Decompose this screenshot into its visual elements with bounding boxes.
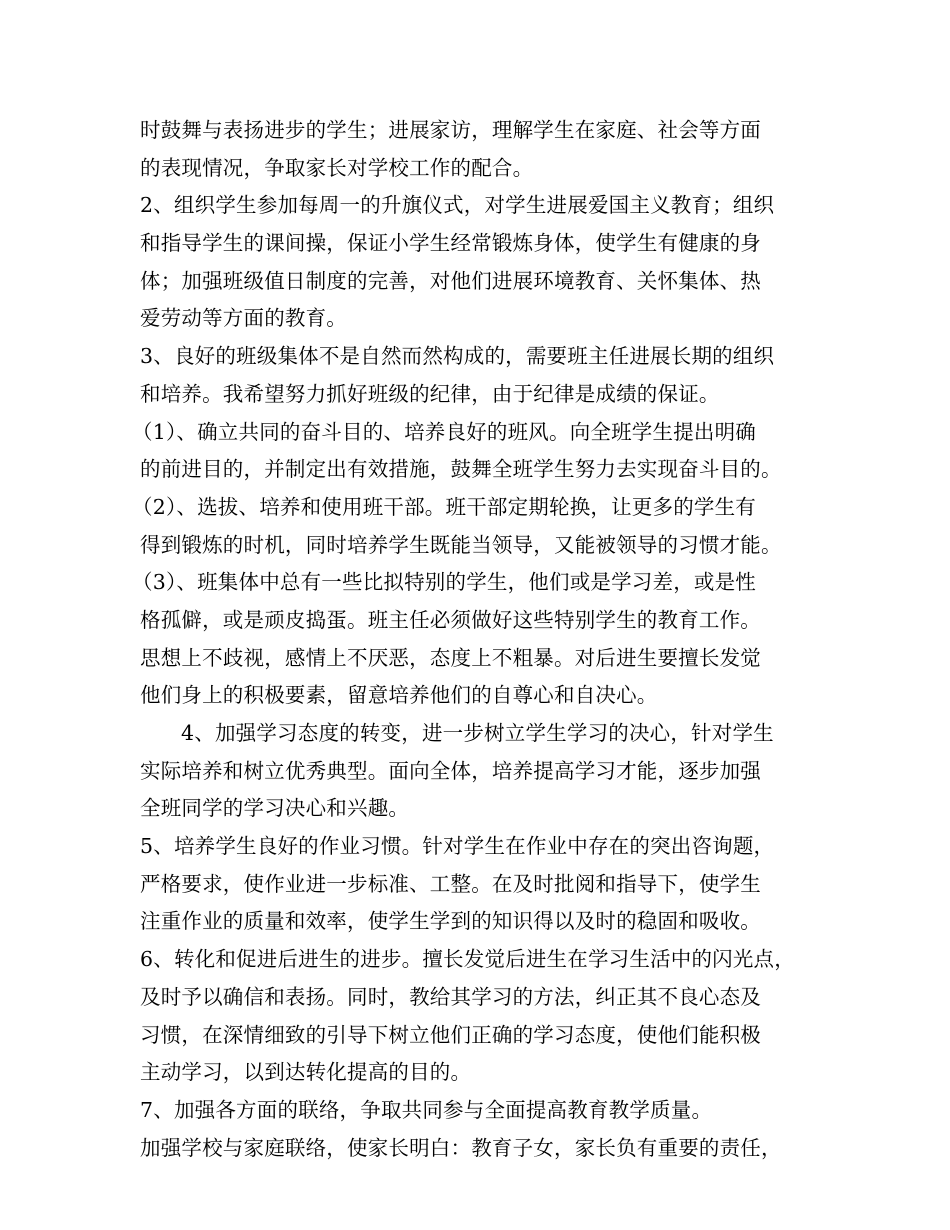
text-line: 的表现情况，争取家长对学校工作的配合。 bbox=[140, 155, 534, 180]
text-line: 思想上不歧视，感情上不厌恶，态度上不粗暴。对后进生要擅长发觉 bbox=[140, 645, 761, 670]
text-line: 主动学习，以到达转化提高的目的。 bbox=[140, 1060, 472, 1085]
text-line: 的前进目的，并制定出有效措施，鼓舞全班学生努力去实现奋斗目的。 bbox=[140, 457, 782, 482]
text-line: 时鼓舞与表扬进步的学生；进展家访，理解学生在家庭、社会等方面 bbox=[140, 118, 761, 142]
text-line: 及时予以确信和表扬。同时，教给其学习的方法，纠正其不良心态及 bbox=[140, 984, 761, 1009]
text-line: 全班同学的学习决心和兴趣。 bbox=[140, 796, 410, 821]
text-line: 5、培养学生良好的作业习惯。针对学生在作业中存在的突出咨询题， bbox=[140, 834, 775, 859]
text-line: 得到锻炼的时机，同时培养学生既能当领导，又能被领导的习惯才能。 bbox=[140, 532, 782, 557]
text-line: （2）、选拔、培养和使用班干部。班干部定期轮换，让更多的学生有 bbox=[132, 494, 756, 519]
text-line: 注重作业的质量和效率，使学生学到的知识得以及时的稳固和吸收。 bbox=[140, 909, 761, 934]
text-line: 7、加强各方面的联络，争取共同参与全面提高教育教学质量。 bbox=[140, 1097, 713, 1122]
text-line: （3）、班集体中总有一些比拟特别的学生，他们或是学习差，或是性 bbox=[132, 570, 756, 595]
text-line: 实际培养和树立优秀典型。面向全体，培养提高学习才能，逐步加强 bbox=[140, 758, 761, 783]
document-body bbox=[132, 112, 820, 1167]
text-line: 格孤僻，或是顽皮捣蛋。班主任必须做好这些特别学生的教育工作。 bbox=[140, 607, 761, 632]
text-line: 爱劳动等方面的教育。 bbox=[140, 306, 347, 331]
text-line: 6、转化和促进后进生的进步。擅长发觉后进生在学习生活中的闪光点， bbox=[140, 947, 795, 972]
text-line: 加强学校与家庭联络，使家长明白：教育子女，家长负有重要的责任， bbox=[140, 1135, 782, 1160]
text-line: 4、加强学习态度的转变，进一步树立学生学习的决心，针对学生 bbox=[181, 721, 774, 745]
text-line: 习惯，在深情细致的引导下树立他们正确的学习态度，使他们能积极 bbox=[140, 1022, 761, 1047]
text-line: （1）、确立共同的奋斗目的、培养良好的班风。向全班学生提出明确 bbox=[132, 419, 756, 444]
text-line: 严格要求，使作业进一步标准、工整。在及时批阅和指导下，使学生 bbox=[140, 871, 761, 896]
text-line: 3、良好的班级集体不是自然而然构成的，需要班主任进展长期的组织 bbox=[140, 344, 775, 369]
text-line: 2、组织学生参加每周一的升旗仪式，对学生进展爱国主义教育；组织 bbox=[140, 193, 775, 218]
text-line: 和指导学生的课间操，保证小学生经常锻炼身体，使学生有健康的身 bbox=[140, 231, 761, 256]
text-line: 他们身上的积极要素，留意培养他们的自尊心和自决心。 bbox=[140, 683, 658, 708]
text-line: 和培养。我希望努力抓好班级的纪律，由于纪律是成绩的保证。 bbox=[140, 381, 720, 406]
text-line: 体；加强班级值日制度的完善，对他们进展环境教育、关怀集体、热 bbox=[140, 268, 761, 293]
